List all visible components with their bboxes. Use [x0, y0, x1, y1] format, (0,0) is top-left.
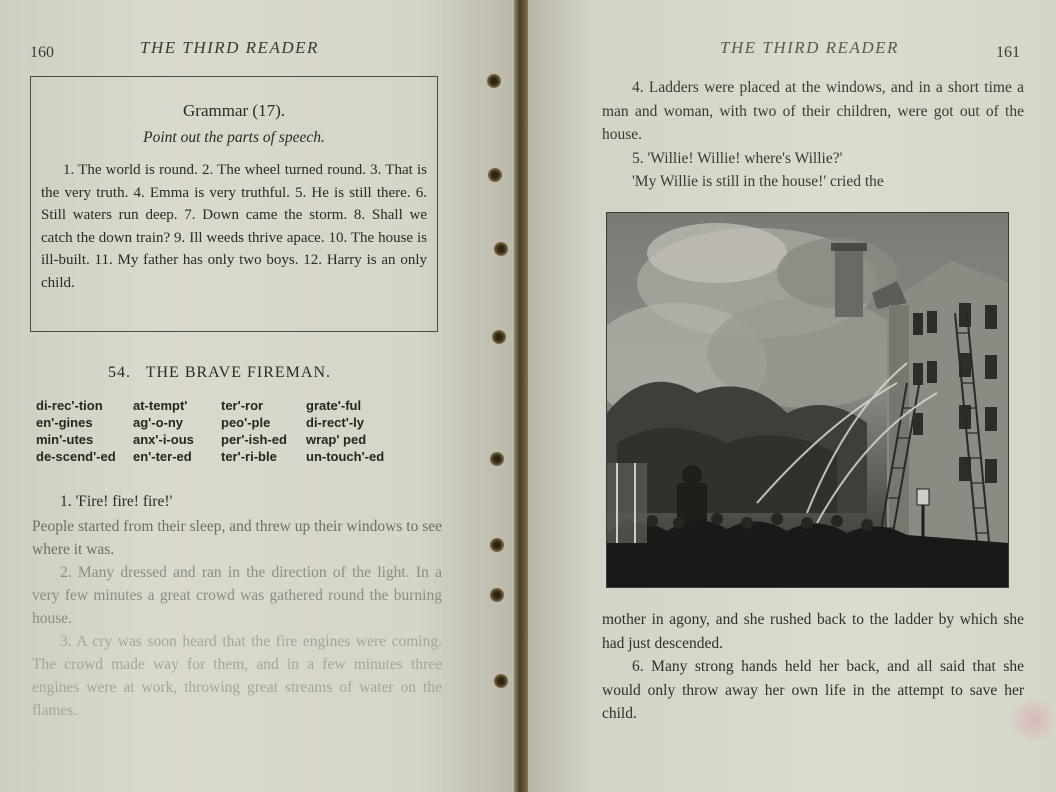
paragraph: 4. Ladders were placed at the windows, and in a short time a man and woman, with two of their children, were got out of the house. [602, 79, 1024, 143]
binding-hole [490, 588, 504, 602]
story-text-left [32, 490, 442, 722]
paragraph: People started from their sleep, and threw up their windows to see where it was. [32, 518, 442, 558]
binding-hole [487, 74, 501, 88]
vocab-word: un-touch'-ed [306, 449, 385, 464]
grammar-instruction: Point out the parts of speech. [143, 129, 325, 146]
grammar-exercises: 1. The world is round. 2. The wheel turned round. 3. That is the very truth. 4. Emma is very truthful. 5. He is still there. 6. Still waters run deep. 7. Down came the storm. 8. Shall we catch the down train? 9. Ill weeds thrive apace. 10. The house is ill-built. 11. My father has only two boys. 12. Harry is an only child. [41, 162, 427, 291]
vocab-word: en'-gines [36, 415, 93, 430]
binding-hole [490, 452, 504, 466]
vocab-word: di-rec'-tion [36, 398, 103, 413]
binding-hole [490, 538, 504, 552]
binding-hole [492, 330, 506, 344]
binding-hole [494, 242, 508, 256]
fire-scene-illustration [606, 212, 1009, 588]
lesson-title: THE BRAVE FIREMAN. [145, 364, 331, 381]
paragraph: mother in agony, and she rushed back to the ladder by which she had just descended. [602, 611, 1024, 652]
grammar-exercise-box [30, 76, 438, 332]
binding-hole [494, 674, 508, 688]
story-text-right-bottom [602, 608, 1024, 726]
vocab-word: de-scend'-ed [36, 449, 116, 464]
vocab-word: anx'-i-ous [133, 432, 194, 447]
running-head: THE THIRD READER [140, 38, 319, 57]
lesson-number: 54. [108, 364, 131, 381]
lesson-heading [108, 364, 331, 382]
vocab-word: di-rect'-ly [306, 415, 364, 430]
paragraph: 1. 'Fire! fire! fire!' [60, 493, 173, 510]
running-head: THE THIRD READER [720, 38, 899, 57]
paragraph: 2. Many dressed and ran in the direction of the light. In a very few minutes a great crowd was gathered round the burning house. [32, 564, 442, 627]
vocab-word: peo'-ple [221, 415, 271, 430]
vocab-word: ter'-ror [221, 398, 264, 413]
vocabulary-list [36, 398, 436, 464]
vocab-word: en'-ter-ed [133, 449, 192, 464]
paragraph: 3. A cry was soon heard that the fire engines were coming. The crowd made way for them, and in a few minutes three engines were at work, throwing great streams of water on the flames. [32, 633, 442, 719]
vocab-word: per'-ish-ed [221, 432, 287, 447]
paragraph: 6. Many strong hands held her back, and all said that she would only throw away her own life in the attempt to save her child. [602, 658, 1024, 722]
vocab-word: at-tempt' [133, 398, 188, 413]
story-text-right-top [602, 76, 1024, 194]
vocab-word: wrap' ped [306, 432, 367, 447]
page-number: 161 [996, 44, 1020, 61]
grammar-title: Grammar (17). [183, 101, 285, 120]
binding-hole [488, 168, 502, 182]
vocab-word: min'-utes [36, 432, 94, 447]
page-stain [1006, 700, 1056, 740]
paragraph: 'My Willie is still in the house!' cried the [632, 173, 884, 190]
page-number: 160 [30, 44, 54, 61]
vocab-word: ag'-o-ny [133, 415, 184, 430]
paragraph: 5. 'Willie! Willie! where's Willie?' [632, 149, 843, 167]
vocab-word: ter'-ri-ble [221, 449, 277, 464]
vocab-word: grate'-ful [306, 398, 362, 413]
left-page [0, 0, 518, 792]
